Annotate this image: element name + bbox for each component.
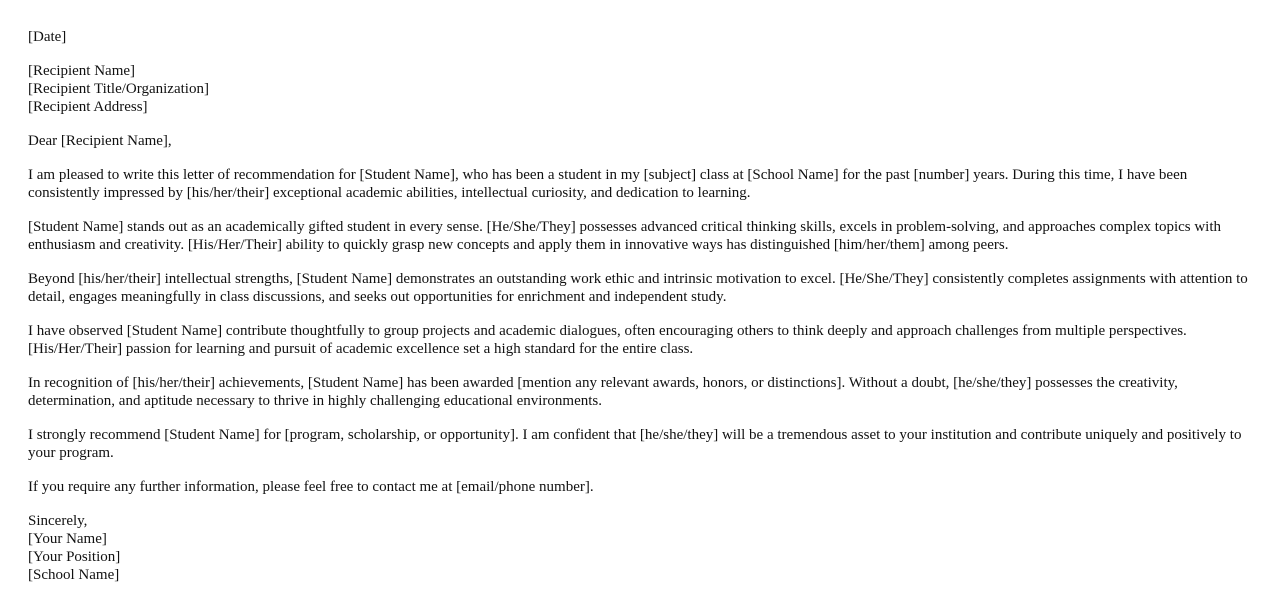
recipient-address: [Recipient Address] (28, 99, 148, 115)
closing-block (28, 512, 1250, 584)
body-paragraph-1: I am pleased to write this letter of recommendation for [Student Name], who has been a student in my [subject] class at [School Name] for the past [number] years. During this time, I have been consistently impressed by [his/her/their] exceptional academic abilities, intellectual curiosity, and dedication to learning. (28, 167, 1188, 201)
signer-position: [Your Position] (28, 549, 121, 565)
body-paragraph-6: I strongly recommend [Student Name] for [program, scholarship, or opportunity]. I am confident that [he/she/they] will be a tremendous asset to your institution and contribute uniquely and positively to your program. (28, 427, 1242, 461)
body-paragraph-4: I have observed [Student Name] contribute thoughtfully to group projects and academic dialogues, often encouraging others to think deeply and approach challenges from multiple perspectives. [His/Her/Their] passion for learning and pursuit of academic excellence set a high standard for the entire class. (28, 323, 1187, 357)
letter-document (28, 28, 1250, 584)
signer-school: [School Name] (28, 567, 120, 583)
recipient-block (28, 62, 1250, 116)
recipient-name: [Recipient Name] (28, 63, 136, 79)
letter-date: [Date] (28, 29, 67, 45)
body-paragraph-3: Beyond [his/her/their] intellectual strengths, [Student Name] demonstrates an outstanding work ethic and intrinsic motivation to excel. [He/She/They] consistently completes assignments with attention to detail, engages meaningfully in class discussions, and seeks out opportunities for enrichment and independent study. (28, 271, 1248, 305)
letter-date-block (28, 28, 1250, 46)
signer-name: [Your Name] (28, 531, 107, 547)
body-paragraph-2: [Student Name] stands out as an academically gifted student in every sense. [He/She/They] possesses advanced critical thinking skills, excels in problem-solving, and approaches complex topics with enthusiasm and creativity. [His/Her/Their] ability to quickly grasp new concepts and apply them in innovative ways has distinguished [him/her/them] among peers. (28, 219, 1222, 253)
body-paragraph-5: In recognition of [his/her/their] achievements, [Student Name] has been awarded [mention any relevant awards, honors, or distinctions]. Without a doubt, [he/she/they] possesses the creativity, determination, and aptitude necessary to thrive in highly challenging educational environments. (28, 375, 1178, 409)
body-paragraph-7: If you require any further information, please feel free to contact me at [email/phone number]. (28, 479, 594, 495)
recipient-title: [Recipient Title/Organization] (28, 81, 209, 97)
valediction: Sincerely, (28, 513, 88, 529)
salutation: Dear [Recipient Name], (28, 133, 172, 149)
